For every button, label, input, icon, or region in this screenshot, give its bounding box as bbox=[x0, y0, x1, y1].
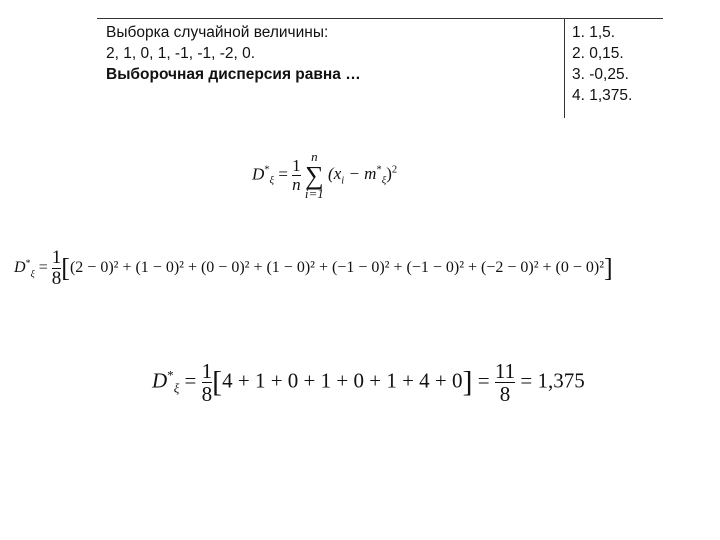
minus-m-term: − m bbox=[344, 164, 377, 184]
fraction-numerator: 1 bbox=[51, 247, 62, 268]
fraction-numerator: 11 bbox=[494, 359, 516, 383]
squared-values: 4 + 1 + 0 + 1 + 0 + 1 + 4 + 0 bbox=[222, 368, 463, 393]
sum-lower-limit: i=1 bbox=[304, 186, 324, 202]
square-power: 2 bbox=[391, 164, 398, 176]
option-number: 2. bbox=[572, 45, 585, 62]
variance-symbol: D bbox=[152, 368, 168, 393]
fraction-numerator: 1 bbox=[201, 359, 213, 383]
star-superscript: * bbox=[167, 367, 174, 383]
m-subscript: ξ bbox=[381, 175, 387, 187]
variance-symbol: D bbox=[252, 164, 265, 184]
fraction-denominator: 8 bbox=[201, 382, 213, 407]
question-line-3: Выборочная дисперсия равна … bbox=[106, 66, 361, 83]
fraction-numerator: 1 bbox=[292, 156, 301, 175]
answer-option-1[interactable] bbox=[572, 22, 632, 43]
x-term: (x bbox=[328, 164, 342, 184]
fraction-eleven-eighths bbox=[495, 360, 515, 405]
fraction-denominator: 8 bbox=[51, 267, 62, 289]
answer-options bbox=[572, 22, 632, 106]
answer-option-3[interactable] bbox=[572, 64, 632, 85]
expanded-variance-formula bbox=[14, 248, 613, 289]
xi-subscript: ξ bbox=[269, 175, 275, 187]
i-subscript: i bbox=[341, 175, 345, 187]
star-superscript: * bbox=[25, 257, 31, 269]
variance-result: 1,375 bbox=[537, 368, 585, 393]
fraction-denominator: n bbox=[292, 174, 301, 194]
fraction-one-eighth bbox=[202, 360, 213, 405]
option-number: 4. bbox=[572, 87, 585, 104]
squared-differences: (2 − 0)² + (1 − 0)² + (0 − 0)² + (1 − 0)² + (−1 − 0)² + (−1 − 0)² + (−2 − 0)² + (0 − 0)² bbox=[69, 259, 605, 277]
close-paren: ) bbox=[386, 164, 392, 184]
sum-body bbox=[328, 164, 398, 187]
xi-subscript: ξ bbox=[30, 268, 35, 280]
summation bbox=[305, 150, 324, 201]
option-value: 1,375. bbox=[589, 87, 633, 104]
table-top-border bbox=[97, 18, 663, 19]
equals-sign: = bbox=[184, 368, 197, 393]
m-star: * bbox=[376, 164, 382, 176]
answer-option-2[interactable] bbox=[572, 43, 632, 64]
question-line-1: Выборка случайной величины: bbox=[106, 24, 329, 41]
xi-subscript: ξ bbox=[173, 380, 180, 396]
sum-upper-limit: n bbox=[311, 149, 318, 164]
option-value: -0,25. bbox=[589, 66, 629, 83]
option-value: 1,5. bbox=[589, 24, 616, 41]
star-superscript: * bbox=[264, 164, 270, 176]
option-number: 1. bbox=[572, 24, 585, 41]
equals-sign: = bbox=[38, 259, 48, 277]
variance-symbol: D bbox=[14, 259, 26, 277]
equals-sign-3: = bbox=[520, 368, 533, 393]
close-bracket: ] bbox=[604, 253, 613, 283]
option-number: 3. bbox=[572, 66, 585, 83]
fraction-denominator: 8 bbox=[495, 382, 515, 405]
open-bracket: [ bbox=[61, 253, 70, 283]
fraction-one-eighth bbox=[52, 248, 62, 289]
option-value: 0,15. bbox=[589, 45, 624, 62]
table-column-divider bbox=[564, 18, 565, 118]
sum-sign: ∑ bbox=[305, 160, 324, 190]
equals-sign-2: = bbox=[477, 368, 490, 393]
open-bracket: [ bbox=[212, 365, 223, 399]
close-bracket: ] bbox=[462, 365, 473, 399]
variance-definition-formula bbox=[252, 150, 397, 201]
question-sample-values: 2, 1, 0, 1, -1, -1, -2, 0. bbox=[106, 45, 256, 62]
numeric-result-formula bbox=[152, 360, 585, 405]
equals-sign: = bbox=[278, 164, 288, 184]
question-cell bbox=[106, 22, 361, 85]
fraction-one-over-n bbox=[292, 157, 301, 194]
answer-option-4[interactable] bbox=[572, 85, 632, 106]
